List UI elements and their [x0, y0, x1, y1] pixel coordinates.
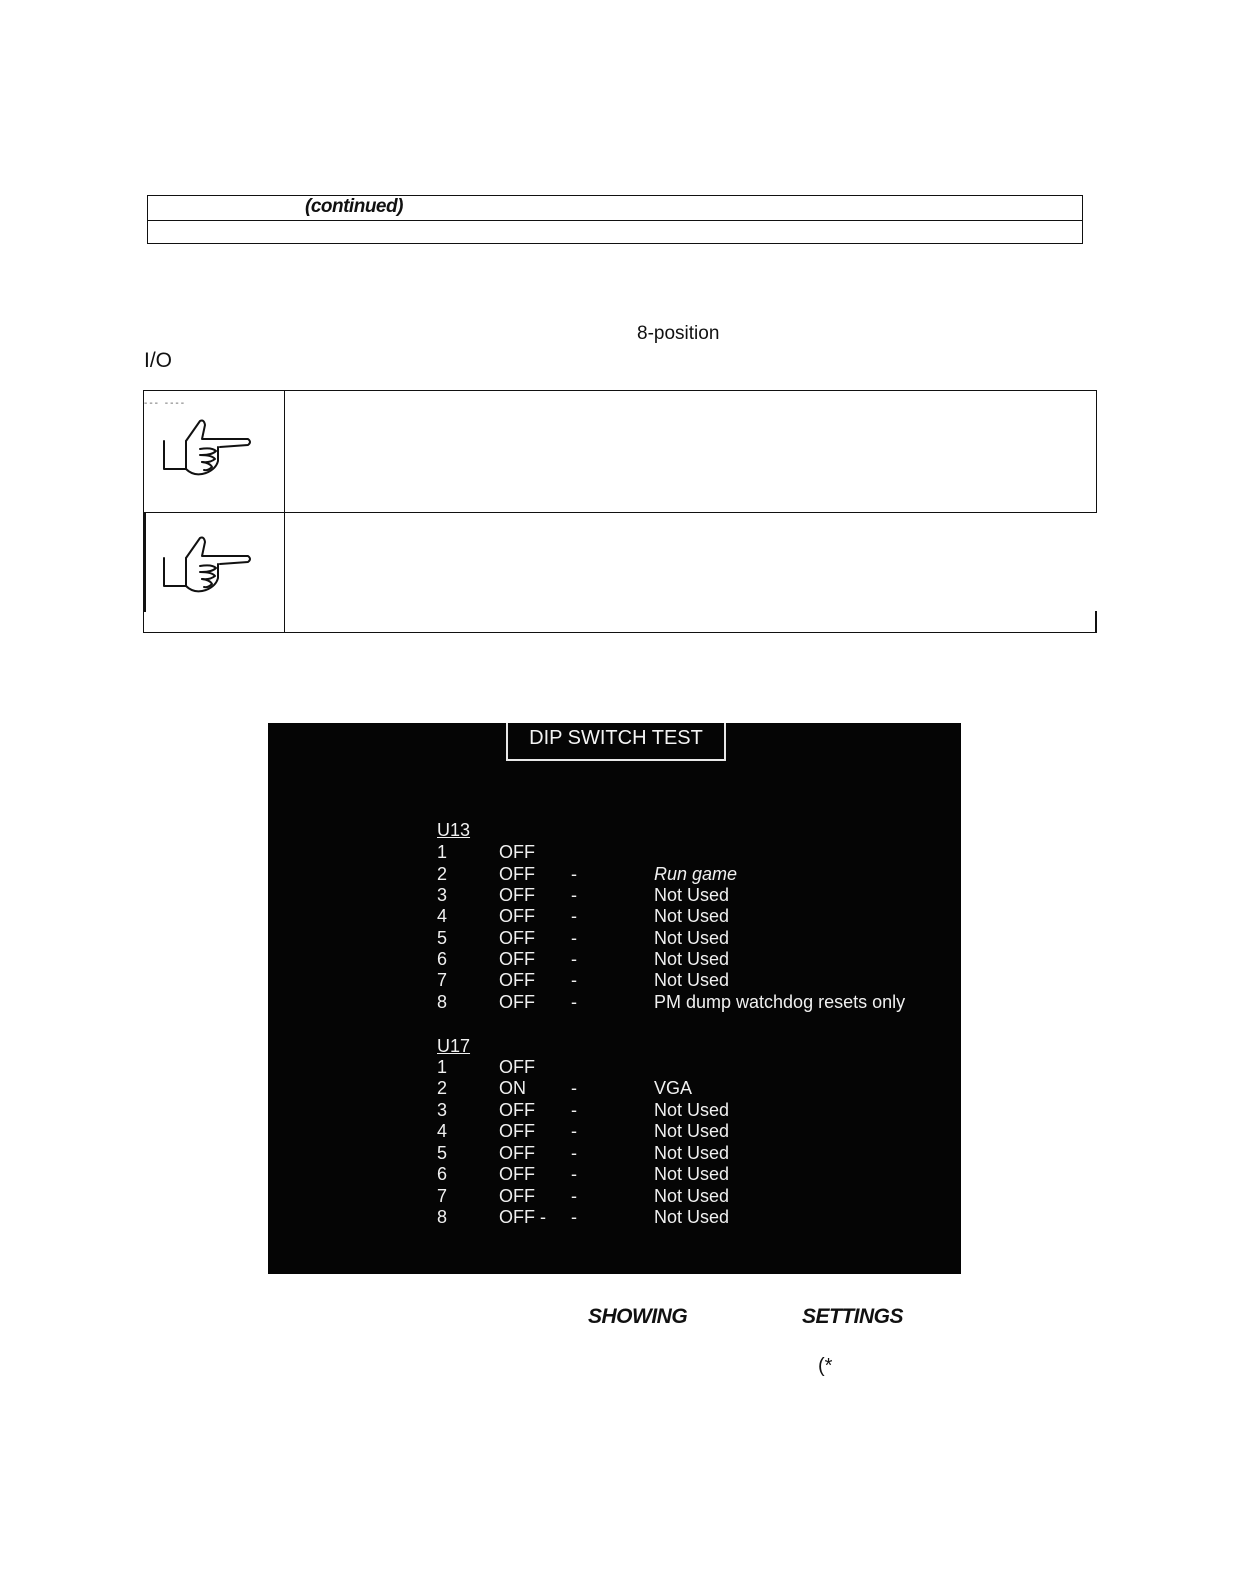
- screen-title: DIP SWITCH TEST: [506, 723, 726, 761]
- switch-state: OFF: [499, 1143, 535, 1163]
- switch-dash: -: [571, 1121, 577, 1141]
- switch-function: Not Used: [654, 949, 730, 969]
- eight-position-text: 8-position: [637, 323, 720, 344]
- caption-settings: SETTINGS: [802, 1305, 904, 1328]
- switch-number: 3: [437, 1100, 448, 1120]
- bank-label-u17: U17: [437, 1036, 471, 1056]
- switch-function: Not Used: [654, 1100, 730, 1120]
- switch-function: Run game: [654, 864, 738, 884]
- switch-function: Not Used: [654, 1186, 730, 1206]
- switch-dash: -: [571, 906, 577, 926]
- switch-function: Not Used: [654, 928, 730, 948]
- switch-function: Not Used: [654, 906, 730, 926]
- switch-dash: -: [571, 1100, 577, 1120]
- switch-number: 6: [437, 949, 448, 969]
- switch-dash: -: [571, 1186, 577, 1206]
- notes-right-corner: [1095, 611, 1097, 633]
- switch-number: 6: [437, 1164, 448, 1184]
- switch-dash: -: [571, 1207, 577, 1227]
- switch-number: 3: [437, 885, 448, 905]
- switch-number: 7: [437, 970, 448, 990]
- notes-left-border: [144, 512, 146, 612]
- switch-number: 8: [437, 992, 448, 1012]
- switch-function: Not Used: [654, 1143, 730, 1163]
- switch-number: 2: [437, 864, 448, 884]
- switch-dash: -: [571, 928, 577, 948]
- switch-dash: -: [571, 970, 577, 990]
- switch-state: OFF: [499, 1121, 535, 1141]
- switch-function: VGA: [654, 1078, 693, 1098]
- switch-state: OFF: [499, 928, 535, 948]
- switch-state: OFF: [499, 970, 535, 990]
- switch-state: OFF: [499, 1164, 535, 1184]
- switch-dash: -: [571, 864, 577, 884]
- switch-dash: -: [571, 885, 577, 905]
- switch-dash: -: [571, 992, 577, 1012]
- switch-state: OFF: [499, 842, 535, 862]
- switch-state: OFF: [499, 885, 535, 905]
- dip-switch-test-screen: [268, 723, 961, 1274]
- switch-number: 4: [437, 1121, 448, 1141]
- pointing-hand-icon: [160, 417, 252, 487]
- switch-state: OFF -: [499, 1207, 546, 1227]
- switch-number: 1: [437, 1057, 448, 1077]
- switch-function: Not Used: [654, 885, 730, 905]
- switch-number: 1: [437, 842, 448, 862]
- switch-dash: -: [571, 1143, 577, 1163]
- switch-number: 5: [437, 928, 448, 948]
- switch-number: 8: [437, 1207, 448, 1227]
- switch-state: OFF: [499, 864, 535, 884]
- switch-state: OFF: [499, 906, 535, 926]
- switch-function: Not Used: [654, 1121, 730, 1141]
- switch-dash: -: [571, 1164, 577, 1184]
- notes-table: [143, 390, 1097, 633]
- switch-state: ON: [499, 1078, 526, 1098]
- switch-state: OFF: [499, 949, 535, 969]
- bank-label-u13: U13: [437, 820, 471, 840]
- caption-showing: SHOWING: [588, 1305, 688, 1328]
- switch-number: 7: [437, 1186, 448, 1206]
- switch-number: 4: [437, 906, 448, 926]
- switch-state: OFF: [499, 992, 535, 1012]
- section-header-box: [147, 195, 1083, 244]
- switch-function: Not Used: [654, 1207, 730, 1227]
- switch-number: 2: [437, 1078, 448, 1098]
- io-text: I/O: [144, 349, 173, 372]
- continued-label: (continued): [305, 196, 403, 217]
- switch-function: Not Used: [654, 970, 730, 990]
- switch-function: PM dump watchdog resets only: [654, 992, 906, 1012]
- switch-dash: -: [571, 1078, 577, 1098]
- header-divider: [148, 220, 1082, 221]
- switch-function: Not Used: [654, 1164, 730, 1184]
- caption-paren: (*: [818, 1355, 833, 1377]
- switch-number: 5: [437, 1143, 448, 1163]
- notes-right-border: [1096, 391, 1097, 512]
- notes-row-divider: [144, 512, 1097, 513]
- dash-mark: ‐‐‐ ‐‐‐‐: [144, 398, 187, 409]
- switch-dash: -: [571, 949, 577, 969]
- switch-state: OFF: [499, 1186, 535, 1206]
- pointing-hand-icon: [160, 534, 252, 604]
- switch-state: OFF: [499, 1100, 535, 1120]
- switch-state: OFF: [499, 1057, 535, 1077]
